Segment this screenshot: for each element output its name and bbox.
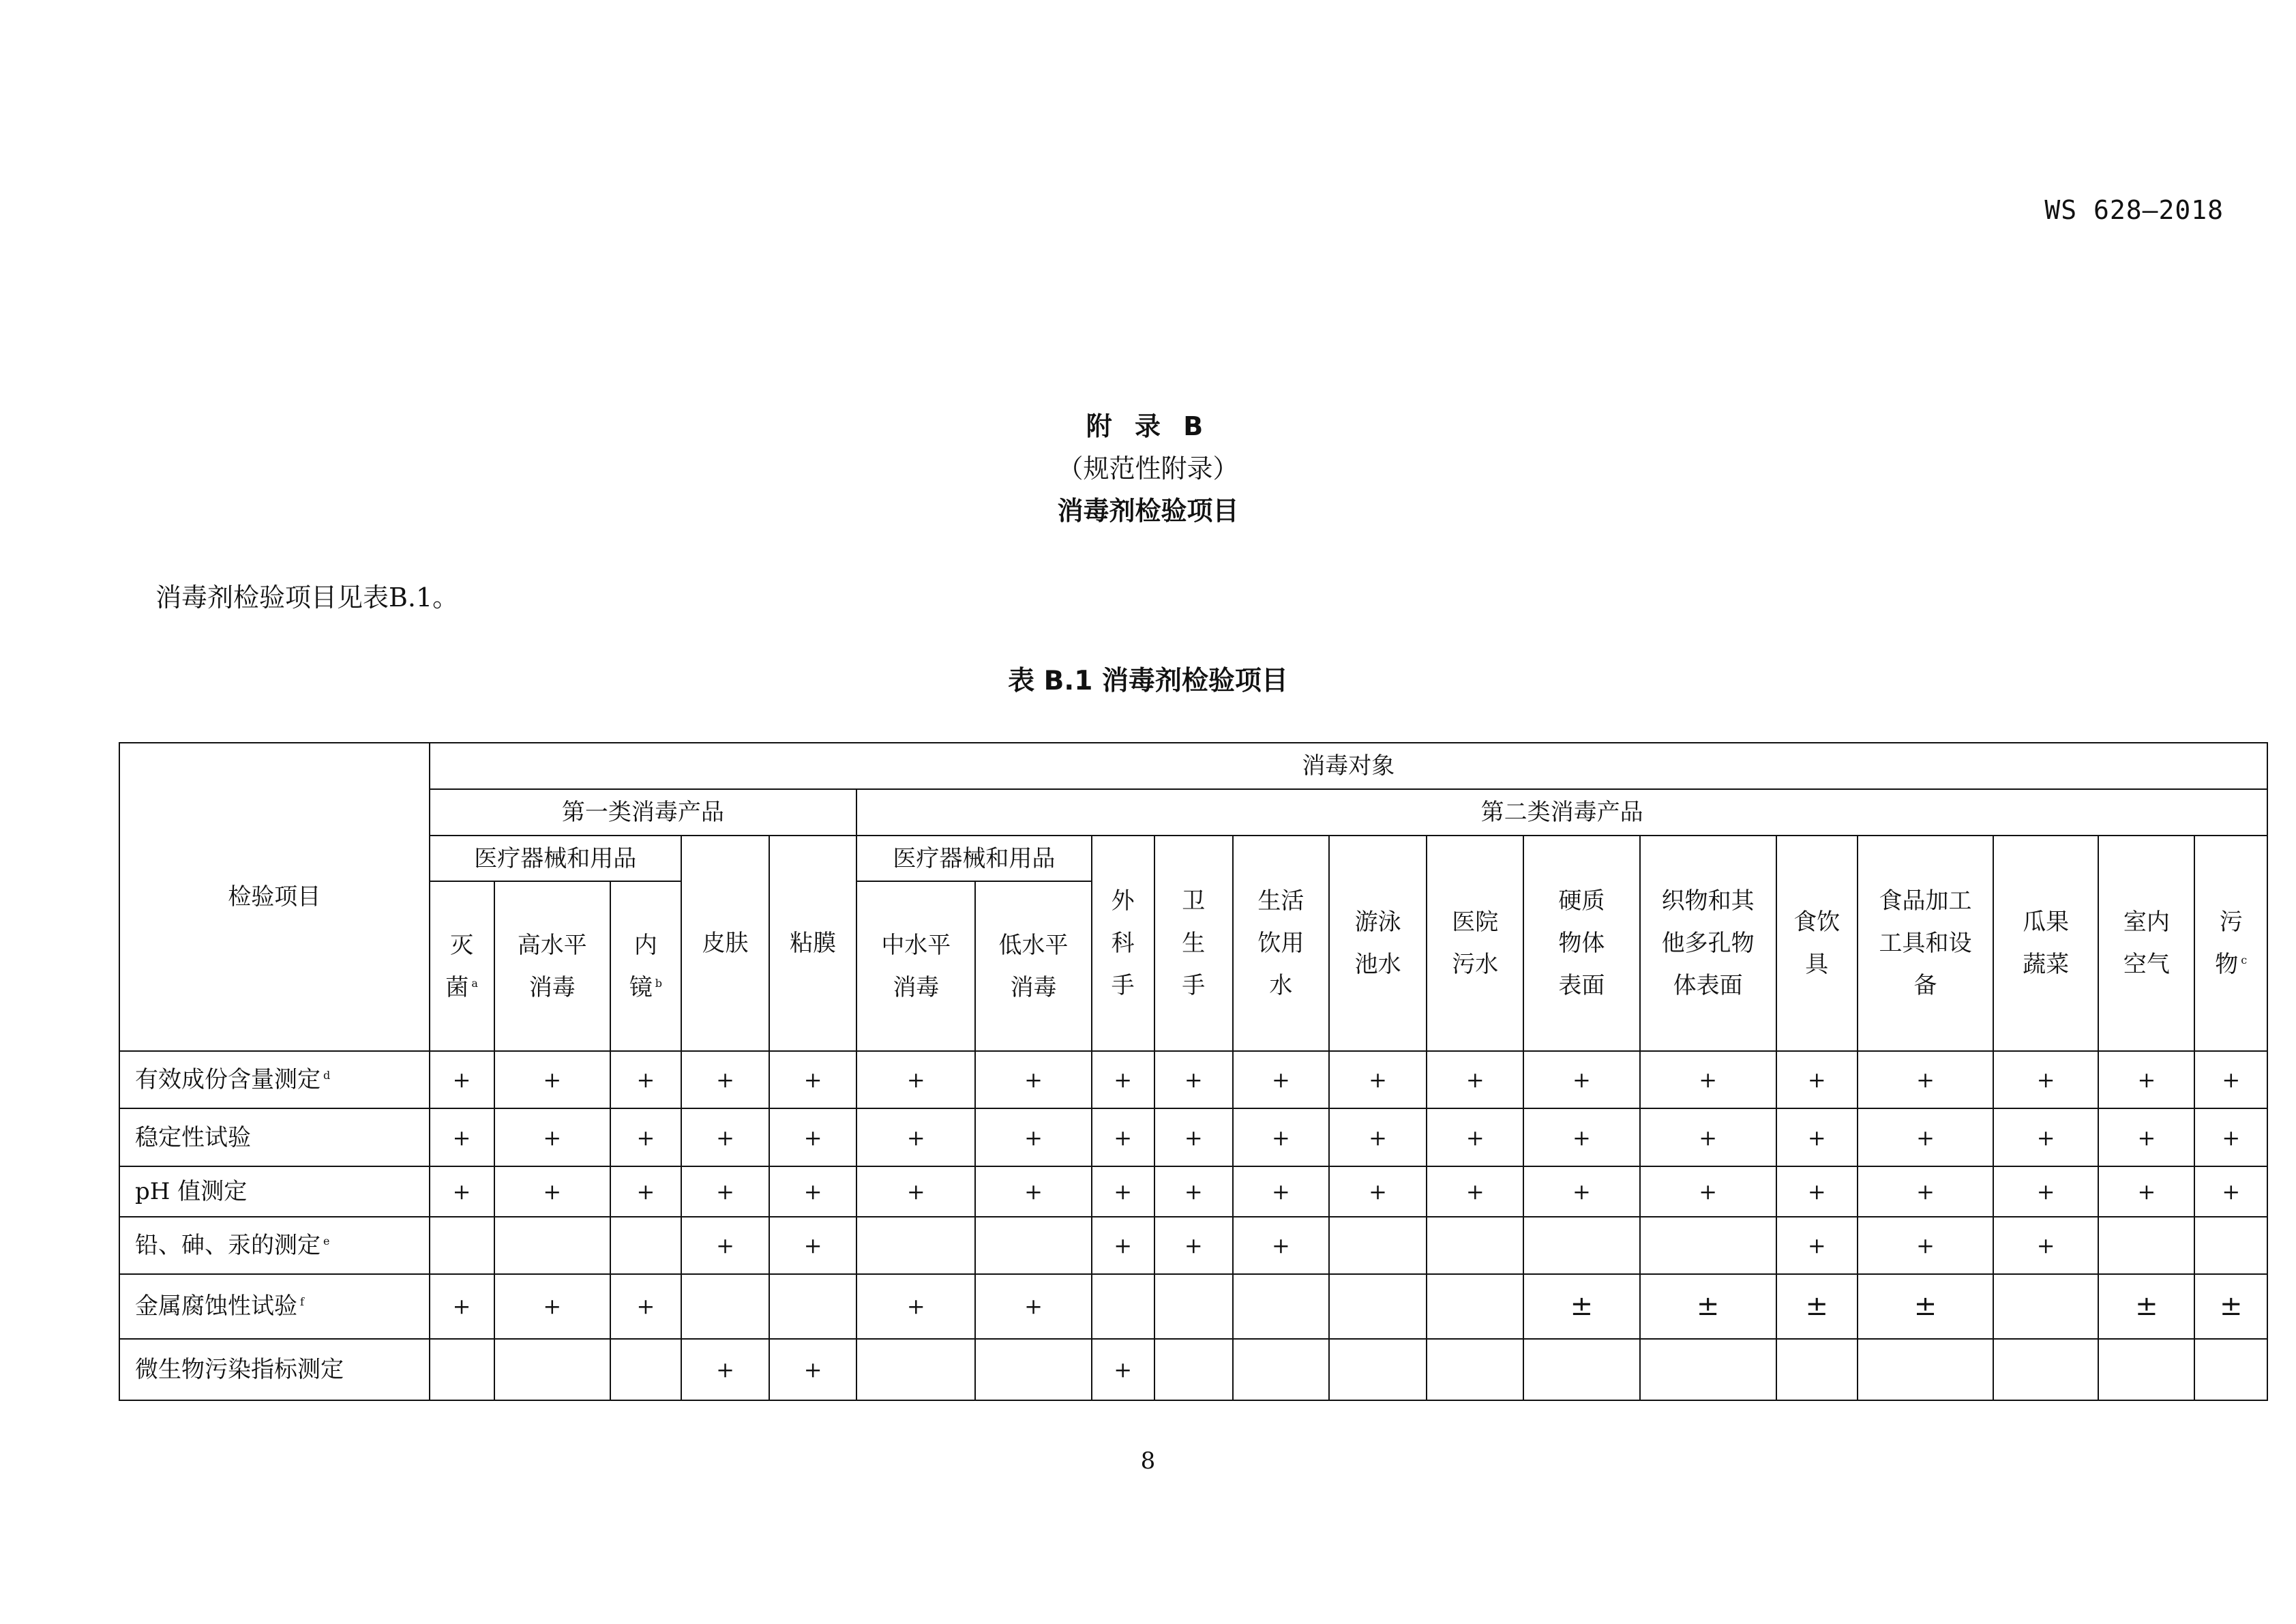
- table-cell: +: [2098, 1051, 2194, 1108]
- table-cell: [1858, 1339, 1993, 1400]
- table-cell: [1427, 1274, 1523, 1339]
- row-label: 微生物污染指标测定: [119, 1339, 430, 1400]
- table-row: [119, 1274, 2267, 1339]
- table-row: [119, 1108, 2267, 1166]
- table-cell: +: [1523, 1166, 1639, 1217]
- row-header-cell: 检验项目: [119, 743, 430, 1051]
- table-cell: +: [1993, 1051, 2098, 1108]
- table-cell: ±: [1858, 1274, 1993, 1339]
- inspection-table: [119, 742, 2268, 1401]
- table-row: [119, 1051, 2267, 1108]
- table-cell: +: [769, 1108, 856, 1166]
- table-cell: [2194, 1339, 2267, 1400]
- table-cell: [2194, 1217, 2267, 1274]
- table-cell: +: [2098, 1166, 2194, 1217]
- table-cell: ±: [2194, 1274, 2267, 1339]
- table-cell: +: [610, 1051, 681, 1108]
- table-cell: [1154, 1274, 1233, 1339]
- page-number: 8: [1140, 1447, 1156, 1475]
- table-cell: [2098, 1339, 2194, 1400]
- table-cell: [1233, 1339, 1329, 1400]
- table-cell: +: [494, 1166, 610, 1217]
- column-header: [1640, 836, 1776, 1052]
- column-header: [1858, 836, 1993, 1052]
- table-cell: +: [1154, 1108, 1233, 1166]
- column-header: [494, 881, 610, 1051]
- table-cell: +: [1427, 1051, 1523, 1108]
- footnote-marker: b: [655, 976, 662, 990]
- column-header: [610, 881, 681, 1051]
- column-header-line: 污水: [1452, 950, 1499, 978]
- column-header-line: 具: [1805, 950, 1829, 978]
- table-cell: +: [1233, 1051, 1329, 1108]
- table-cell: [1993, 1274, 2098, 1339]
- column-header-line: 消毒: [1010, 973, 1057, 1001]
- table-cell: [1154, 1339, 1233, 1400]
- column-header-line: 菌 $^a$: [445, 973, 478, 1001]
- column-header: [975, 881, 1091, 1051]
- table-cell: +: [1427, 1108, 1523, 1166]
- table-cell: +: [975, 1166, 1091, 1217]
- table-cell: +: [856, 1274, 975, 1339]
- table-row: [119, 1339, 2267, 1400]
- table-cell: +: [1233, 1108, 1329, 1166]
- table-cell: +: [1523, 1108, 1639, 1166]
- column-header-line: 医院: [1452, 908, 1499, 936]
- column-header: [856, 881, 975, 1051]
- table-cell: +: [681, 1166, 769, 1217]
- column-header-line: 镜 $^b$: [629, 973, 662, 1001]
- medical-group-1-header: 医疗器械和用品: [430, 836, 681, 882]
- column-header: [2098, 836, 2194, 1052]
- column-header-line: 备: [1913, 971, 1937, 999]
- table-cell: +: [1233, 1166, 1329, 1217]
- column-header: [769, 836, 856, 1052]
- table-cell: +: [975, 1108, 1091, 1166]
- appendix-subtitle: （规范性附录）: [1057, 454, 1239, 484]
- column-header-line: 科: [1111, 929, 1135, 957]
- column-header: [1154, 836, 1233, 1052]
- table-cell: ±: [1523, 1274, 1639, 1339]
- footnote-marker: d: [323, 1069, 331, 1082]
- column-header-line: 灭: [450, 931, 474, 959]
- column-header-line: 生活: [1257, 887, 1304, 915]
- column-header-line: 表面: [1558, 971, 1605, 999]
- table-cell: [1329, 1339, 1427, 1400]
- document-code: WS 628—2018: [2044, 195, 2224, 225]
- table-cell: ±: [2098, 1274, 2194, 1339]
- column-header-line: 他多孔物: [1661, 929, 1755, 957]
- class1-header: 第一类消毒产品: [430, 789, 857, 836]
- table-cell: +: [856, 1051, 975, 1108]
- table-cell: [975, 1217, 1091, 1274]
- table-cell: +: [2194, 1108, 2267, 1166]
- column-header-line: 室内: [2123, 908, 2170, 936]
- table-cell: [610, 1339, 681, 1400]
- column-header-line: 消毒: [528, 973, 576, 1001]
- table-cell: +: [1993, 1217, 2098, 1274]
- column-header-line: 蔬菜: [2023, 950, 2070, 978]
- column-header-line: 卫: [1182, 887, 1206, 915]
- table-cell: [1523, 1217, 1639, 1274]
- table-cell: [1640, 1217, 1776, 1274]
- table-cell: +: [1776, 1051, 1858, 1108]
- column-header-line: 食饮: [1793, 908, 1840, 936]
- table-cell: +: [610, 1274, 681, 1339]
- table-row: [119, 1217, 2267, 1274]
- column-header-line: 硬质: [1558, 887, 1605, 915]
- table-cell: +: [1329, 1108, 1427, 1166]
- footnote-marker: a: [471, 976, 478, 990]
- table-cell: +: [769, 1217, 856, 1274]
- table-cell: +: [1329, 1051, 1427, 1108]
- table-cell: [681, 1274, 769, 1339]
- footnote-marker: c: [2241, 953, 2248, 966]
- table-cell: +: [1776, 1166, 1858, 1217]
- table-cell: +: [430, 1051, 494, 1108]
- column-header: [1523, 836, 1639, 1052]
- footnote-marker: f: [300, 1295, 304, 1309]
- table-cell: +: [856, 1166, 975, 1217]
- column-header-line: 粘膜: [790, 929, 837, 957]
- table-cell: +: [2194, 1166, 2267, 1217]
- table-cell: +: [2098, 1108, 2194, 1166]
- column-header: [430, 881, 494, 1051]
- table-cell: +: [1092, 1166, 1154, 1217]
- table-cell: [430, 1217, 494, 1274]
- table-cell: +: [1154, 1051, 1233, 1108]
- table-cell: +: [1092, 1051, 1154, 1108]
- table-cell: +: [1858, 1166, 1993, 1217]
- table-cell: [1329, 1217, 1427, 1274]
- table-cell: +: [681, 1339, 769, 1400]
- row-label: 金属腐蚀性试验 $^f$: [119, 1274, 430, 1339]
- table-cell: [1776, 1339, 1858, 1400]
- table-cell: +: [1993, 1166, 2098, 1217]
- table-cell: +: [856, 1108, 975, 1166]
- table-cell: +: [494, 1051, 610, 1108]
- column-header-line: 水: [1269, 971, 1293, 999]
- top-header-cell: 消毒对象: [430, 743, 2267, 789]
- table-cell: ±: [1640, 1274, 1776, 1339]
- table-cell: +: [975, 1051, 1091, 1108]
- column-header-line: 低水平: [998, 931, 1069, 959]
- column-header-line: 中水平: [881, 931, 951, 959]
- column-header-line: 瓜果: [2023, 908, 2070, 936]
- column-header-line: 工具和设: [1879, 929, 1972, 957]
- table-cell: [856, 1217, 975, 1274]
- appendix-name: 消毒剂检验项目: [1057, 496, 1239, 526]
- table-cell: +: [1776, 1108, 1858, 1166]
- table-cell: +: [430, 1274, 494, 1339]
- table-cell: [1233, 1274, 1329, 1339]
- column-header-line: 内: [633, 931, 657, 959]
- column-header-line: 消毒: [893, 973, 940, 1001]
- table-cell: +: [681, 1217, 769, 1274]
- table-cell: +: [610, 1166, 681, 1217]
- table-cell: [1427, 1339, 1523, 1400]
- table-cell: +: [2194, 1051, 2267, 1108]
- column-header-line: 物体: [1558, 929, 1605, 957]
- column-header-line: 外: [1111, 887, 1135, 915]
- table-cell: +: [610, 1108, 681, 1166]
- column-header-line: 皮肤: [702, 929, 749, 957]
- table-cell: +: [430, 1166, 494, 1217]
- footnote-marker: e: [323, 1234, 330, 1247]
- intro-paragraph: 消毒剂检验项目见表B.1。: [155, 582, 459, 612]
- column-header: [2194, 836, 2267, 1052]
- table-cell: +: [494, 1274, 610, 1339]
- table-cell: [856, 1339, 975, 1400]
- column-header-line: 污: [2219, 908, 2243, 936]
- table-cell: +: [1993, 1108, 2098, 1166]
- column-header: [1092, 836, 1154, 1052]
- table-cell: [494, 1217, 610, 1274]
- column-header: [1427, 836, 1523, 1052]
- column-header-line: 空气: [2123, 950, 2170, 978]
- table-cell: +: [769, 1051, 856, 1108]
- table-cell: +: [1858, 1051, 1993, 1108]
- column-header-line: 高水平: [517, 931, 587, 959]
- table-cell: [2098, 1217, 2194, 1274]
- table-cell: ±: [1776, 1274, 1858, 1339]
- table-cell: +: [1154, 1166, 1233, 1217]
- column-header-line: 手: [1182, 971, 1206, 999]
- table-cell: +: [1523, 1051, 1639, 1108]
- table-cell: +: [1092, 1108, 1154, 1166]
- column-header-line: 游泳: [1354, 908, 1401, 936]
- column-header: [1776, 836, 1858, 1052]
- row-label: 有效成份含量测定 $^d$: [119, 1051, 430, 1108]
- table-cell: +: [769, 1339, 856, 1400]
- column-header: [681, 836, 769, 1052]
- column-header-line: 织物和其: [1661, 887, 1755, 915]
- appendix-title: 附 录 B: [1086, 411, 1210, 441]
- table-cell: +: [1640, 1166, 1776, 1217]
- table-cell: +: [1427, 1166, 1523, 1217]
- table-cell: [610, 1217, 681, 1274]
- table-cell: +: [681, 1108, 769, 1166]
- table-cell: [975, 1339, 1091, 1400]
- table-cell: [1993, 1339, 2098, 1400]
- table-cell: +: [975, 1274, 1091, 1339]
- table-cell: [430, 1339, 494, 1400]
- row-label: pH 值测定: [119, 1166, 430, 1217]
- table-row: [119, 1166, 2267, 1217]
- table-cell: [1523, 1339, 1639, 1400]
- column-header-line: 池水: [1354, 950, 1401, 978]
- table-cell: [1427, 1217, 1523, 1274]
- table-cell: [494, 1339, 610, 1400]
- table-cell: +: [1776, 1217, 1858, 1274]
- table-cell: [1329, 1274, 1427, 1339]
- table-cell: +: [681, 1051, 769, 1108]
- table-cell: [1092, 1274, 1154, 1339]
- table-cell: +: [1858, 1217, 1993, 1274]
- table-title: 表 B.1 消毒剂检验项目: [1008, 666, 1288, 696]
- class2-header: 第二类消毒产品: [856, 789, 2267, 836]
- table-cell: +: [430, 1108, 494, 1166]
- row-label: 稳定性试验: [119, 1108, 430, 1166]
- column-header-line: 手: [1111, 971, 1135, 999]
- table-cell: [1640, 1339, 1776, 1400]
- column-header: [1993, 836, 2098, 1052]
- column-header: [1233, 836, 1329, 1052]
- column-header-line: 饮用: [1257, 929, 1304, 957]
- table-cell: +: [1154, 1217, 1233, 1274]
- row-label: 铅、砷、汞的测定 $^e$: [119, 1217, 430, 1274]
- table-cell: [769, 1274, 856, 1339]
- table-cell: +: [1640, 1108, 1776, 1166]
- column-header-line: 食品加工: [1879, 887, 1972, 915]
- medical-group-2-header: 医疗器械和用品: [856, 836, 1091, 882]
- table-cell: +: [769, 1166, 856, 1217]
- table-cell: +: [1329, 1166, 1427, 1217]
- table-cell: +: [494, 1108, 610, 1166]
- column-header-line: 生: [1182, 929, 1206, 957]
- table-cell: +: [1858, 1108, 1993, 1166]
- table-cell: +: [1233, 1217, 1329, 1274]
- column-header: [1329, 836, 1427, 1052]
- column-header-line: 物 $^c$: [2215, 950, 2248, 978]
- column-header-line: 体表面: [1673, 971, 1743, 999]
- table-cell: +: [1092, 1217, 1154, 1274]
- table-cell: +: [1640, 1051, 1776, 1108]
- table-cell: +: [1092, 1339, 1154, 1400]
